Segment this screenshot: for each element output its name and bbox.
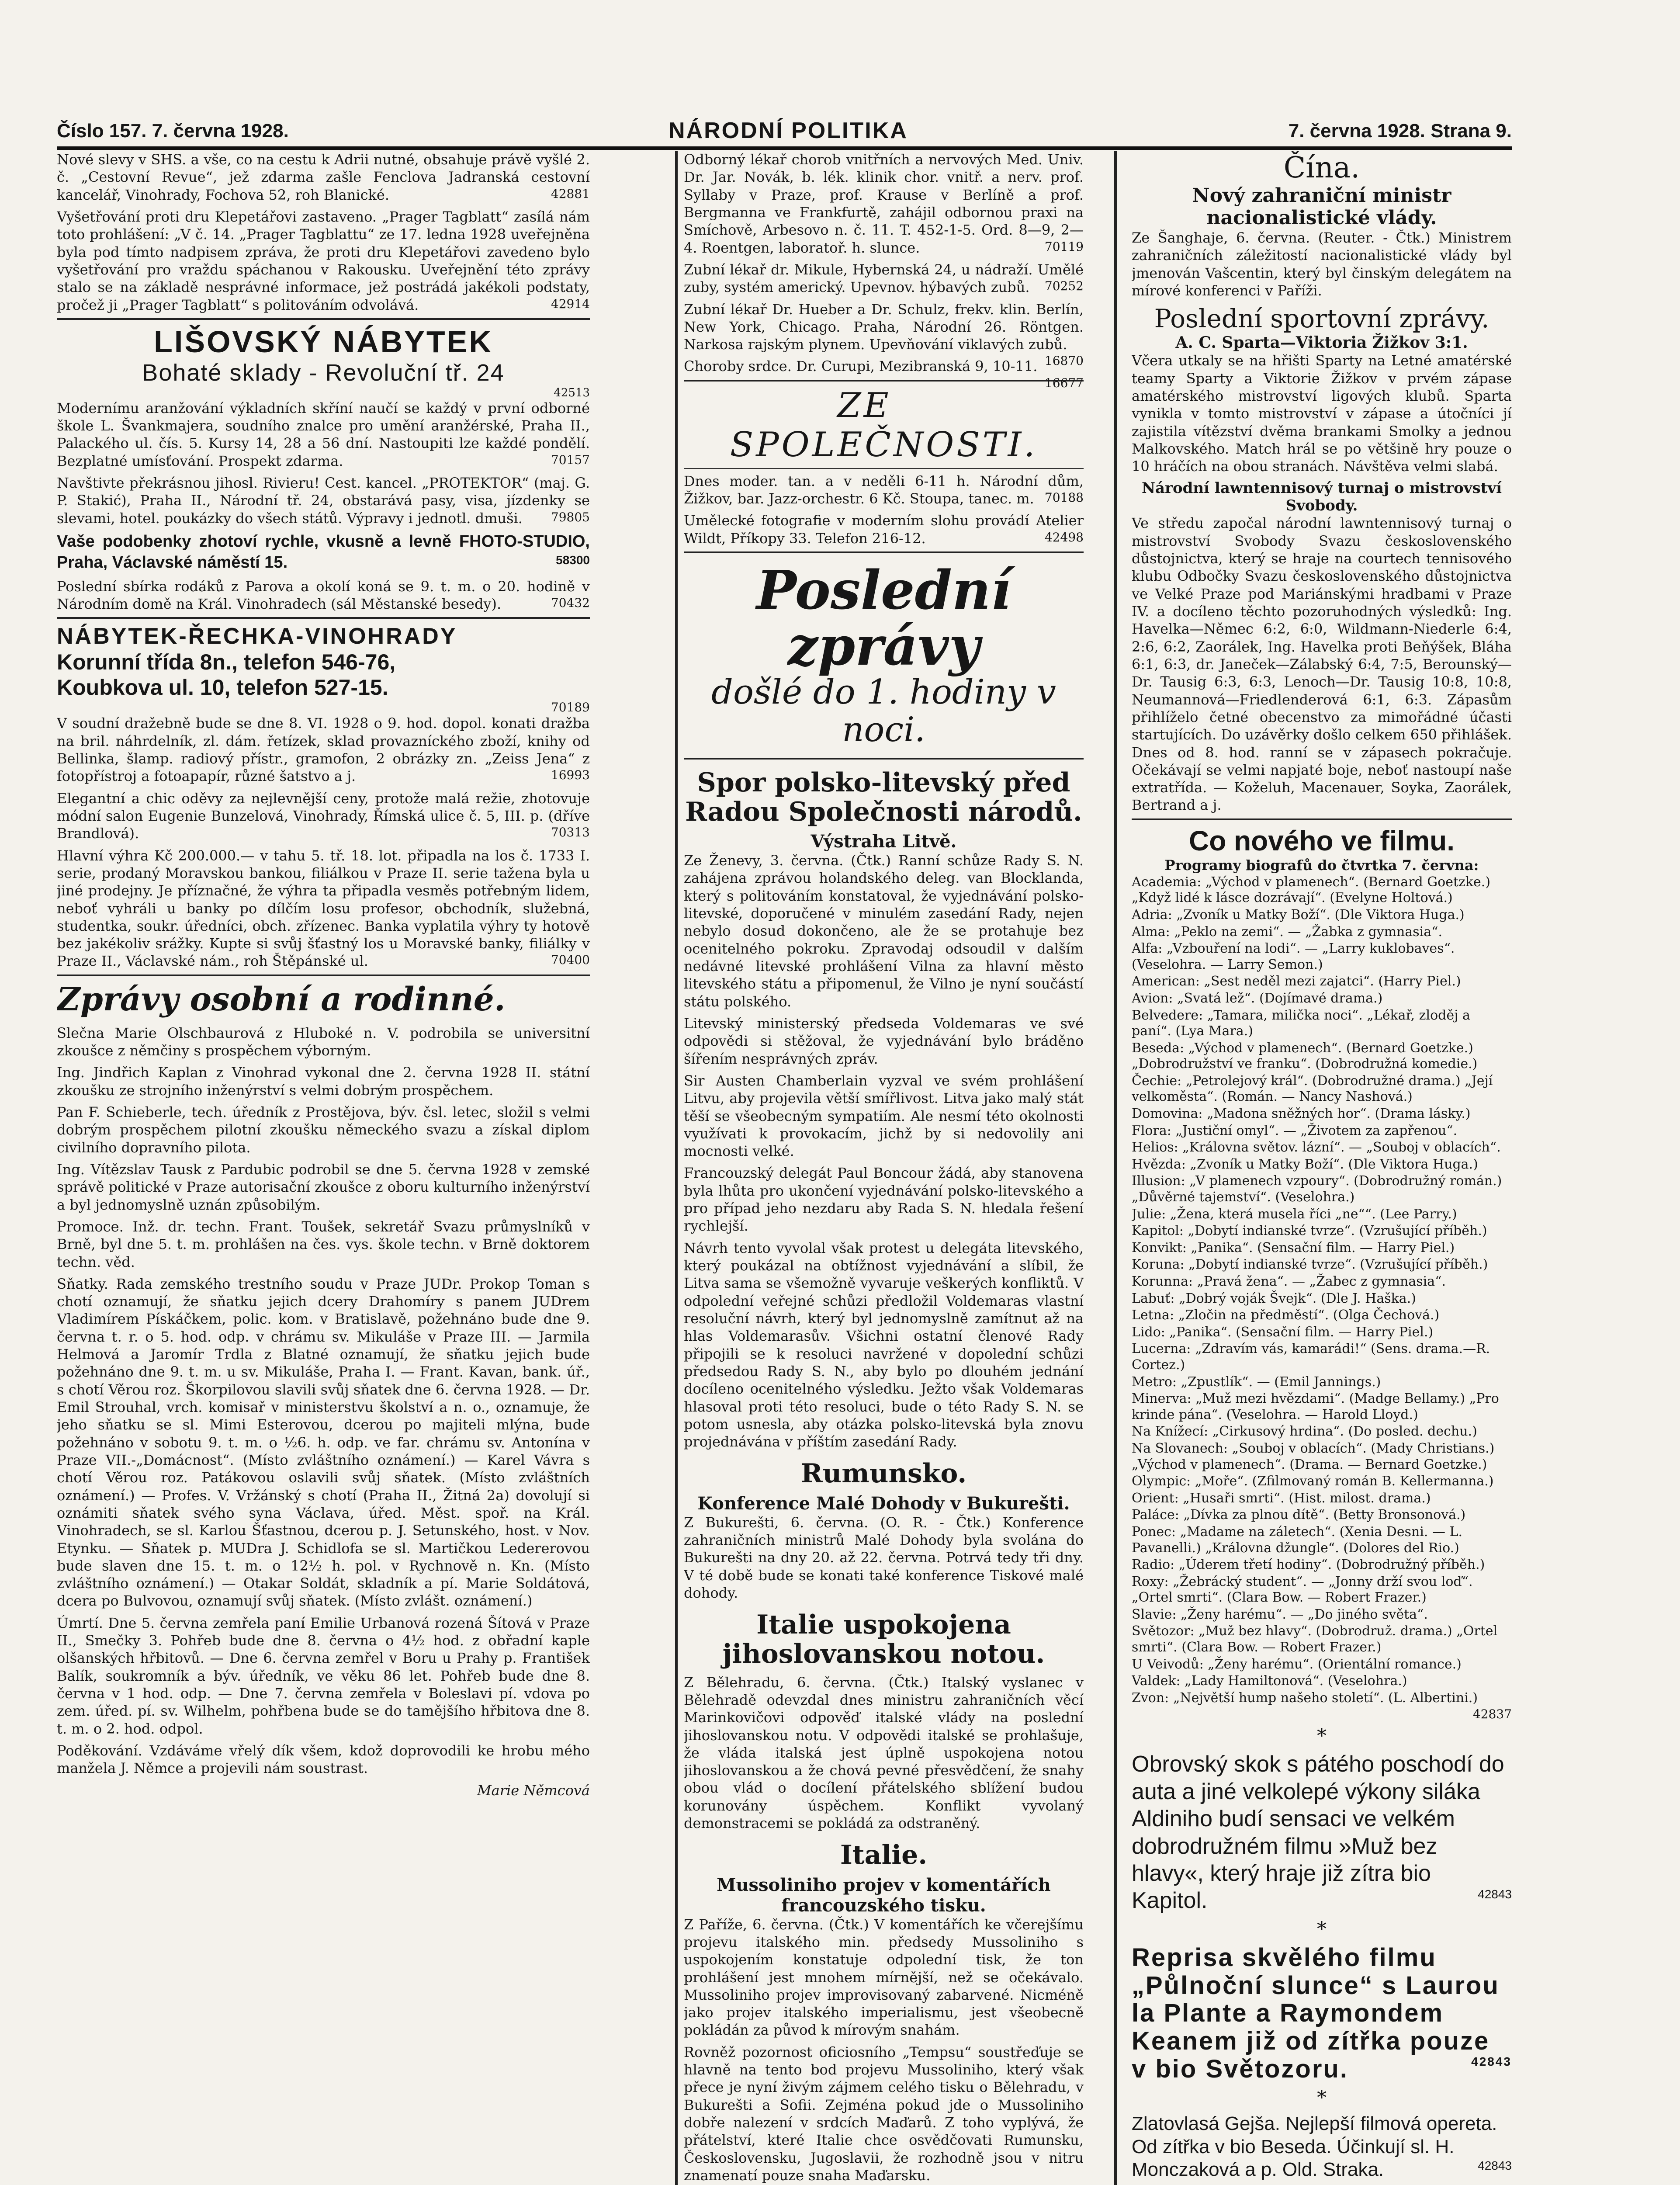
cinema-program-item: Avion: „Svatá lež“. (Dojímavé drama.) — [1132, 990, 1383, 1006]
column-divider — [675, 151, 678, 2185]
rechka-ad — [57, 623, 590, 714]
column-2 — [684, 151, 1084, 2185]
star-divider: * — [1317, 1725, 1327, 1748]
cinema-program-item: American: „Sest neděl mezi zajatci“. (Harry Piel.) — [1132, 974, 1461, 989]
ad-code: 42513 — [554, 386, 590, 399]
article-paragraph: Poděkování. Vzdáváme vřelý dík všem, kdož doprovodili ke hrobu mého manžela J. Němce a projevili nám soustrast. — [57, 1742, 590, 1777]
cinema-program-item: U Veivodů: „Ženy harému“. (Orientální romance.) — [1132, 1656, 1462, 1672]
article-paragraph: Úmrtí. Dne 5. června zemřela paní Emilie Urbanová rozená Šítová v Praze II., Smečky 3. Pohřeb bude dne 8. června o 4½ hod. z obřadní kaple olšanských hřbitovů. — Dne 6. června zemřel v Boru u Prahy p. František Balík, soukromník a býv. úředník, ve věku 86 let. Pohřeb bude dne 8. června v 1 hod. odp. — Dne 7. června zemřela v Boleslavi pí. vdova po zem. úřed. pí. sv. Wilhelm, pohřbena bude se do tamějšího hřbitova dne 8. t. m. o 2. hod. odpol. — [57, 1614, 590, 1737]
cinema-program-item: Alma: „Peklo na zemi“. — „Žabka z gymnasia“. — [1132, 924, 1443, 940]
cinema-program-list — [1132, 874, 1512, 1706]
cinema-program-item: Slavie: „Ženy harému“. — „Do jiného světa“. — [1132, 1606, 1428, 1622]
cinema-program-item: Světozor: „Muž bez hlavy“. (Dobrodruž. drama.) „Ortel smrti“. (Clara Bow. — Robert Frazer.) — [1132, 1623, 1498, 1655]
article-paragraph: Ing. Jindřich Kaplan z Vinohrad vykonal dne 2. června 1928 II. státní zkoušku ze strojního inženýrství s velmi dobrým prospěchem. — [57, 1064, 590, 1099]
issue-number: Číslo 157. 7. června 1928. — [57, 120, 289, 142]
article-paragraph: Ing. Vítězslav Tausk z Pardubic podrobil se dne 5. června 1928 v zemské správě politické v Praze autorisační zkoušce z oboru kulturního inženýrství a byl jednomyslně uznán způsobilým. — [57, 1161, 590, 1213]
ad-item — [684, 472, 1084, 508]
ad-item — [57, 151, 590, 204]
ad-text: Zubní lékař dr. Mikule, Hybernská 24, u nádraží. Umělé zuby, systém americký. Upevnov. hýbavých zubů. — [684, 261, 1084, 296]
ad-text: Elegantní a chic oděvy za nejlevnější ceny, protože malá režie, zhotovuje módní salon Eugenie Bunzelová, Vinohrady, Římská ulice č. 5, III. p. (dříve Brandlová). — [57, 790, 590, 842]
article-paragraph: Ze Ženevy, 3. června. (Čtk.) Ranní schůze Rady S. N. zahájena zprávou holandského deleg. van Blocklanda, který s politováním konstatoval, že vyjednávání polsko-litevské, doporučené v minulém zasedání Rady, nejen nebylo dosud dokončeno, ale že se protahuje bez ocenitelného pokroku. Zpravodaj odsoudil v dalším nedávné litevské prohlášení Vilna za hlavní město litevského státu a připomenul, že Vilno je nyní součástí státu polského. — [684, 852, 1084, 1010]
separator — [57, 318, 590, 320]
ad-item — [57, 714, 590, 785]
ad-text: Modernímu aranžování výkladních skříní naučí se každý v první odborné škole L. Švankmajera, soudního znalce pro umění aranžérské, Praha II., Palackého ul. čís. 5. Kursy 14, 28 a 56 dní. Nastoupiti lze každé pondělí. Bezplatné umísťování. Prospekt zdarma. — [57, 399, 590, 469]
ad-text: Zlatovlasá Gejša. Nejlepší filmová opereta. Od zítřka v bio Beseda. Účinkují sl. H. Monczaková a p. Old. Straka. — [1132, 2112, 1497, 2181]
ad-item — [684, 357, 1084, 390]
cinema-program-item: Domovina: „Madona sněžných hor“. (Drama lásky.) — [1132, 1106, 1471, 1122]
section-title: Co nového ve filmu. — [1188, 825, 1455, 857]
rechka-title: NÁBYTEK-ŘECHKA-VINOHRADY — [57, 624, 457, 649]
ad-item — [57, 790, 590, 843]
cinema-program-item: Beseda: „Východ v plamenech“. (Bernard Goetzke.) „Dobrodružství ve franku“. (Dobrodružná komedie.) — [1132, 1040, 1478, 1072]
cinema-program-item: Academia: „Východ v plamenech“. (Bernard Goetzke.) „Když lidé k lásce dozrávají“. (Evelyne Holtová.) — [1132, 874, 1491, 906]
ad-text: Zubní lékař Dr. Hueber a Dr. Schulz, frekv. klin. Berlín, New York, Chicago. Praha, Národní 26. Röntgen. Narkosa rajským plynem. Upevňování viklavých zubů. — [684, 301, 1084, 353]
cinema-ad — [1132, 2112, 1512, 2182]
cinema-program-item: Helios: „Královna světov. lázní“. — „Souboj v oblacích“. — [1132, 1140, 1501, 1155]
article-paragraph: Z Bělehradu, 6. června. (Čtk.) Italský vyslanec v Bělehradě odevzdal dnes ministru zahraničních věcí Marinkovičovi odpověď italské vlády na poslední jihoslovanskou notu. V odpovědi italské se prohlašuje, že vláda italská jest úplně uspokojena notou jihoslovanskou a že chová pevné přesvědčení, že snahy obou vlád o docílení přátelského sblížení budou korunovány úspěchem. Konflikt vyvolaný demonstracemi se pokládá za odstraněný. — [684, 1674, 1084, 1832]
cinema-program-item: Radio: „Úderem třetí hodiny“. (Dobrodružný příběh.) — [1132, 1557, 1485, 1573]
cinema-program-item: Minerva: „Muž mezi hvězdami“. (Madge Bellamy.) „Pro krinde pána“. (Veselohra. — Harold Lloyd.) — [1132, 1391, 1499, 1422]
section-title: ZE SPOLEČNOSTI. — [730, 385, 1038, 465]
article-paragraph: Návrh tento vyvolal však protest u delegáta litevského, který poukázal na obtížnost vyjednávání a slíbil, že Litva sama se všemožně vyvaruje veškerých konfliktů. V odpolední veřejné schůzi předložil Voldemaras vlastní resoluční návrh, který byl jednomyslně zamítnut až na hlas Voldemarasův. Všichni ostatní členové Rady připojili se k resoluci navržené v dopolední schůzi předsedou Rady S. N., aby bylo po dlouhém jednání docíleno ocenitelného výsledku. Ježto však Voldemaras hlasoval proti této resoluci, bude o této Rady S. N. se potom usnesla, aby otázka polsko-litevská byla znovu projednávána v příštím zasedání Rady. — [684, 1239, 1084, 1450]
ad-code: 42843 — [1478, 2159, 1512, 2173]
article-headline: Poslední sportovní zprávy. — [1154, 304, 1489, 334]
column-1 — [57, 151, 590, 2185]
article-subheadline: Konference Malé Dohody v Bukurešti. — [697, 1493, 1070, 1514]
ad-code: 16870 — [1044, 354, 1084, 368]
cinema-program-item: Letna: „Zločin na předměstí“. (Olga Čechová.) — [1132, 1308, 1440, 1323]
ad-text: V soudní dražebně bude se dne 8. VI. 1928 o 9. hod. dopol. konati dražba na bril. náhrdelník, zl. dám. řetízek, sklad provazníckého zboží, knihy od Bellinka, šlamp. radiový přístr., gramofon, 2 obrázky zn. „Zeiss Jena“ z fotopřístroj a fotoapapír, různé šatstvo a j. — [57, 715, 590, 785]
ad-text: Obrovský skok s pátého poschodí do auta a jiné velkolepé výkony siláka Aldiniho budí sensaci ve velkém dobrodružném filmu »Muž bez hlavy«, který hraje již zítra bio Kapitol. — [1132, 1751, 1504, 1914]
cinema-program-item: Paláce: „Dívka za plnou dítě“. (Betty Bronsonová.) — [1132, 1507, 1466, 1523]
ad-code: 42837 — [1472, 1707, 1512, 1722]
main-subheadline: došlé do 1. hodiny v noci. — [711, 673, 1056, 749]
article-headline: Rumunsko. — [800, 1458, 967, 1489]
article-paragraph: Ve středu započal národní lawntennisový turnaj o mistrovství Svobody Svazu československého důstojnictva, který se hraje na courtech tennisového klubu Odbočky Svazu československého důstojnictva ve Velké Praze pod Mariánskými hradbami v Praze IV. a docíleno těchto pozoruhodných výsledků: Ing. Havelka—Němec 6:2, 6:0, Wildmann-Niederle 6:4, 2:6, 6:2, Zaorálek, Ing. Havelka proti Beňýšek, Bláha 6:1, 6:3, dr. Janeček—Zálabský 6:4, 7:5, Berounský—Dr. Tausig 6:3, 6:3, Lenoch—Dr. Tausig 10:8, 10:8, Neumannová—Friedlenderová 6:1, 6:3. Zápasům přihlíželo četné obecenstvo za mimořádné účasti startujících. Do uzávěrky došlo celkem 650 přihlášek. Dnes od 8. hod. ranní se v zápasech pokračuje. Očekávají se velmi napjaté boje, neboť nastoupí naše extratřída. — Koželuh, Macenauer, Soyka, Zaorálek, Bertrand a j. — [1132, 515, 1512, 814]
separator — [684, 380, 1084, 382]
ad-text: Navštivte překrásnou jihosl. Rivieru! Cest. kancel. „PROTEKTOR“ (maj. G. P. Stakić), Praha II., Národní tř. 24, obstarává pasy, visa, jízdenky se slevami, hotel. poukázky do všech států. Výpravy i jednotl. dmuši. — [57, 475, 590, 527]
cinema-program-item: Konvikt: „Panika“. (Sensační film. — Harry Piel.) — [1132, 1240, 1455, 1256]
ad-item — [57, 474, 590, 527]
ad-code: 70119 — [1044, 239, 1084, 254]
cinema-ad — [1132, 1751, 1512, 1914]
article-subheadline: Mussoliniho projev v komentářích francouzského tisku. — [717, 1874, 1051, 1916]
ad-code: 42881 — [551, 186, 590, 201]
ad-code: 70189 — [551, 700, 590, 715]
lisovsky-ad — [57, 324, 590, 399]
separator — [684, 551, 1084, 553]
ad-text: Reprisa skvělého filmu „Půlnoční slunce“ s Laurou la Plante a Raymondem Keanem již od zítřka pouze v bio Světozoru. — [1132, 1943, 1500, 2083]
ad-code: 42843 — [1478, 1887, 1512, 1901]
ad-code: 42914 — [551, 296, 590, 311]
star-divider: * — [1317, 1918, 1327, 1940]
article-paragraph: Pan F. Schieberle, tech. úředník z Prostějova, býv. čsl. letec, složil s velmi dobrým prospěchem pilotní zkoušku německého svazu a získal diplom civilního dopravního pilota. — [57, 1104, 590, 1156]
cinema-program-item: Roxy: „Žebrácký student“. — „Jonny drží svou loď“. „Ortel smrti“. (Clara Bow. — Robert Frazer.) — [1132, 1574, 1473, 1606]
article-headline: Čína. — [1283, 151, 1360, 184]
cinema-program-item: Hvězda: „Zvoník u Matky Boží“. (Dle Viktora Huga.) — [1132, 1156, 1478, 1172]
cinema-ad — [1132, 1944, 1512, 2083]
ad-text: Vaše podobenky zhotoví rychle, vkusně a levně FHOTO-STUDIO, Praha, Václavské náměstí 15. — [57, 532, 590, 572]
ad-item — [57, 847, 590, 970]
ad-code: 70400 — [551, 953, 590, 968]
separator — [1132, 819, 1512, 820]
cinema-program-item: Belvedere: „Tamara, milička noci“. „Lékař, zloděj a paní“. (Lya Mara.) — [1132, 1007, 1470, 1039]
ad-code: 70188 — [1044, 490, 1084, 505]
section-title: Zprávy osobní a rodinné. — [57, 980, 506, 1018]
star-divider: * — [1317, 2086, 1327, 2109]
signature: Marie Němcová — [477, 1782, 590, 1799]
article-subheadline: Nový zahraniční ministr nacionalistické vlády. — [1192, 184, 1451, 229]
cinema-program-item: Alfa: „Vzbouření na lodi“. — „Larry kuklobaves“. (Veselohra. — Larry Semon.) — [1132, 941, 1455, 972]
ad-text: Poslední sbírka rodáků z Parova a okolí koná se 9. t. m. o 20. hodině v Národním domě na Král. Vinohradech (sál Městanské besedy). — [57, 578, 590, 613]
ad-text: Vyšetřování proti dru Klepetářovi zastaveno. „Prager Tagblatt“ zasílá nám toto prohlášení: „V č. 14. „Prager Tagblattu“ ze 17. ledna 1928 uveřejněna byla pod tímto nadpisem zpráva, že proti dru Klepetářovi zavedeno bylo vyšetřování pro vraždu spáchanou v Rakousku. Uveřejnění této zprávy stalo se na základě nesprávné informace, jež postrádá jakékoli podstaty, pročež ji „Prager Tagblatt“ s politováním odvolává. — [57, 208, 590, 313]
masthead: NÁRODNÍ POLITIKA — [669, 118, 908, 143]
ad-code: 79805 — [551, 510, 590, 524]
page-number: 7. června 1928. Strana 9. — [1288, 120, 1512, 142]
lisovsky-line: Bohaté sklady - Revoluční tř. 24 — [142, 359, 505, 386]
article-paragraph: Rovněž pozornost oficiosního „Tempsu“ soustřeďuje se hlavně na tento bod projevu Mussoliniho, který však přece je nyní živým zájmem celého tisku o Bělehradu, v Bukurešti a Sofii. Zejména pokud jde o Mussoliniho dobře nalezení v srdcích Maďarů. Z toho vyplývá, že přátelství, které Italie chce osvědčovati Rumunsku, Československu, Jugoslavii, že rozhodně jsou v nitru znamenatí pouze snaha Maďarsku. — [684, 2043, 1084, 2184]
cinema-program-item: Illusion: „V plamenech vzpoury“. (Dobrodružný román.) „Důvěrné tajemství“. (Veselohra.) — [1132, 1173, 1502, 1205]
ad-text: Choroby srdce. Dr. Curupi, Mezibranská 9, 10-11. — [684, 358, 1038, 375]
article-subheadline: Národní lawntennisový turnaj o mistrovství Svobody. — [1141, 479, 1502, 515]
ad-text: Hlavní výhra Kč 200.000.— v tahu 5. tř. 18. lot. připadla na los č. 1733 I. serie, prodaný Moravskou bankou, filiálkou v Praze II. serie tažena byla u jiné prodejny. Je příznačné, že výhra ta připadla vesměs potřebným lidem, neboť vyhráli u banky po dílčím losu profesor, obchodník, služebná, studentka, soukr. úředníci, obch. zřízenec. Banka vyplatila výhry ty hotově bez jakékoliv srážky. Kupte si svůj šťastný los u Moravské banky, filiálky v Praze II., Václavské nám., roh Štěpánské ul. — [57, 847, 590, 970]
cinema-program-item: Koruna: „Dobytí indianské tvrze“. (Vzrušující příběh.) — [1132, 1257, 1488, 1273]
separator — [57, 617, 590, 619]
cinema-program-item: Čechie: „Petrolejový král“. (Dobrodružné drama.) „Její velkoměsta“. (Román. — Nancy Nashová.) — [1132, 1073, 1493, 1105]
cinema-program-item: Olympic: „Moře“. (Zfilmovaný román B. Kellermanna.) — [1132, 1474, 1494, 1489]
cinema-program-item: Kapitol: „Dobytí indianské tvrze“. (Vzrušující příběh.) — [1132, 1223, 1487, 1239]
page-header — [57, 116, 1512, 146]
ad-text: Dnes moder. tan. a v neděli 6-11 h. Národní dům, Žižkov, bar. Jazz-orchestr. 6 Kč. Stoupa, tanec. m. — [684, 472, 1084, 507]
rechka-line: Korunní třída 8n., telefon 546-76, — [57, 650, 396, 675]
cinema-program-item: Na Slovanech: „Souboj v oblacích“. (Mady Christians.) „Východ v plamenech“. (Drama. — Bernard Goetzke.) — [1132, 1440, 1495, 1472]
article-paragraph: Sir Austen Chamberlain vyzval ve svém prohlášení Litvu, aby projevila větší smířlivost. Litva jako malý stát těší se všeobecným sympatiím. Ale nesmí této okolnosti využívati k provokacím, jichž by si nedovolily ani mocnosti velké. — [684, 1072, 1084, 1160]
ad-item — [57, 531, 590, 573]
cinema-program-item: Na Knížecí: „Cirkusový hrdina“. (Do posled. dechu.) — [1132, 1424, 1477, 1439]
article-paragraph: Ze Šanghaje, 6. června. (Reuter. - Čtk.) Ministrem zahraničních záležitostí nacionalistické vlády byl jmenován Vašcentin, který byl činským delegátem na mírové konferenci v Paříži. — [1132, 229, 1512, 299]
ad-code: 42498 — [1044, 530, 1084, 545]
article-headline: Italie uspokojena jihoslovanskou notou. — [722, 1609, 1045, 1670]
article-kicker: Výstraha Litvě. — [811, 831, 957, 852]
separator — [684, 758, 1084, 760]
ad-code: 70432 — [551, 596, 590, 610]
ad-item — [684, 151, 1084, 257]
main-headline: Poslední zprávy — [756, 558, 1011, 678]
ad-item — [57, 399, 590, 470]
section-subtitle: Programy biografů do čtvrtka 7. června: — [1164, 857, 1479, 874]
ad-code: 70252 — [1044, 279, 1084, 294]
ad-code: 70313 — [551, 825, 590, 840]
article-headline: Italie. — [840, 1840, 928, 1871]
article-paragraph: Sňatky. Rada zemského trestního soudu v Praze JUDr. Prokop Toman s chotí oznamují, že sňatku jejich dcery Drahomíry s panem JUDrem Vladimírem Pískáčkem, polic. kom. v Bratislavě, požehnáno bude dne 9. června t. r. o 5. hod. odp. v chrámu sv. Mikuláše v Praze III. — Jarmila Helmová a Jaromír Trdla z Blatné oznamují, že sňatku jejich bude požehnáno dne 9. t. m. u sv. Mikuláše, Praha I. — Frant. Kavan, bank. úř., s chotí Věrou roz. Škorpilovou slavili svůj sňatek dne 6. června 1928. — Dr. Emil Strouhal, vrch. komisař v ministerstvu školství a n. o., oznamuje, že jeho sňatku se sl. Mimi Esterovou, dcerou po majiteli mlýna, bude požehnáno v sobotu 9. t. m. o ½6. h. odp. ve far. chrámu sv. Antonína v Praze VII.-„Domácnost“. (Místo zvláštního oznámení.) — Karel Vávra s chotí Věrou roz. Patákovou oslavili svůj sňatek. (Místo zvláštních oznámení.) — Profes. V. Vržánský s chotí (Praha II., Žitná 2a) dovolují si oznámiti sňatek svého syna Václava, úřed. Měst. spoř. na Král. Vinohradech, se sl. Karlou Šťastnou, dcerou p. J. Setunského, host. v Nov. Etynku. — Sňatek p. MUDra J. Schidlofa se sl. Martičkou Ledererovou bude slaven dne 15. t. m. o 12½ h. pol. v Rychnově n. Kn. (Místo zvláštního oznámení.) — Otakar Soldát, skladník a pí. Marie Soldátová, dcera po Bulvovou, oznamují svůj sňatek. (Místo zvlášt. oznámení.) — [57, 1275, 590, 1609]
ad-code: 70157 — [551, 452, 590, 467]
cinema-program-item: Metro: „Zpustlík“. — (Emil Jannings.) — [1132, 1374, 1381, 1390]
cinema-program-item: Korunna: „Pravá žena“. — „Žabec z gymnasia“. — [1132, 1274, 1446, 1289]
cinema-program-item: Flora: „Justiční omyl“. — „Životem za zapřenou“. — [1132, 1123, 1458, 1138]
ad-item — [684, 261, 1084, 296]
article-headline: Spor polsko-litevský před Radou Společnosti národů. — [685, 767, 1082, 827]
lisovsky-title: LIŠOVSKÝ NÁBYTEK — [154, 324, 493, 359]
column-divider — [1114, 151, 1117, 2185]
ad-code: 58300 — [556, 553, 590, 567]
ad-text: Odborný lékař chorob vnitřních a nervových Med. Univ. Dr. Jar. Novák, b. lék. klinik chor. vnitř. a nerv. prof. Syllaby v Praze, prof. Krause v Berlíně a prof. Bergmanna ve Frankfurtě, zahájil odbornou praxi na Smíchově, Arbesovo n. č. 11. T. 452-1-5. Ord. 8—9, 2—4. Roentgen, laboratoř. h. slunce. — [684, 151, 1084, 256]
cinema-program-item: Adria: „Zvoník u Matky Boží“. (Dle Viktora Huga.) — [1132, 907, 1465, 923]
article-paragraph: Francouzský delegát Paul Boncour žádá, aby stanovena byla lhůta pro ukončení vyjednávání polsko-litevského a pro případ jeho nezdaru aby Rada S. N. hledala řešení rychlejší. — [684, 1165, 1084, 1235]
cinema-program-item: Lucerna: „Zdravím vás, kamarádi!“ (Sens. drama.—R. Cortez.) — [1132, 1341, 1490, 1373]
article-paragraph: Z Paříže, 6. června. (Čtk.) V komentářích ke včerejšímu projevu italského min. předsedy Mussoliniho s uspokojením konstatuje odpolední tisk, že ton prohlášení jest mnohem mírnější, než se očekávalo. Mussoliniho projev improvisovaný zabarvené. Nicméně jako projev italského imperialismu, jest všeobecně pokládán za původ k mírovým snahám. — [684, 1916, 1084, 2039]
article-paragraph: Litevský ministerský předseda Voldemaras ve své odpovědi si stěžoval, že vyjednávání bylo bráděno šířením nesprávných zpráv. — [684, 1015, 1084, 1067]
rechka-line: Koubkova ul. 10, telefon 527-15. — [57, 675, 388, 700]
ad-code: 42843 — [1471, 2054, 1512, 2068]
article-paragraph: Promoce. Inž. dr. techn. Frant. Toušek, sekretář Svazu průmyslníků v Brně, byl dne 5. t. m. prohlášen na čes. vys. škole techn. v Brně doktorem techn. věd. — [57, 1218, 590, 1270]
ad-text: Umělecké fotografie v moderním slohu provádí Atelier Wildt, Příkopy 33. Telefon 216-12. — [684, 512, 1084, 547]
cinema-program-item: Zvon: „Největší hump našeho století“. (L. Albertini.) — [1132, 1690, 1478, 1706]
article-paragraph: Slečna Marie Olschbaurová z Hluboké n. V. podrobila se universitní zkoušce z němčiny s prospěchem výborným. — [57, 1024, 590, 1059]
cinema-program-item: Orient: „Husaři smrti“. (Hist. milost. drama.) — [1132, 1490, 1431, 1506]
header-rule — [57, 146, 1512, 150]
cinema-program-item: Ponec: „Madame na záletech“. (Xenia Desni. — L. Pavanelli.) „Královna džungle“. (Dolores del Rio.) — [1132, 1524, 1462, 1556]
ad-item — [684, 512, 1084, 547]
ad-item — [57, 578, 590, 613]
ad-item — [57, 208, 590, 314]
column-3 — [1132, 151, 1512, 2185]
cinema-program-item: Labuť: „Dobrý voják Švejk“. (Dle J. Haška.) — [1132, 1290, 1416, 1306]
separator — [57, 975, 590, 976]
match-result: A. C. Sparta—Viktoria Žižkov 3:1. — [1175, 333, 1468, 352]
ad-code: 16677 — [1044, 375, 1084, 390]
article-paragraph: Včera utkaly se na hřišti Sparty na Letné amatérské teamy Sparty a Viktorie Žižkov v prvém zápase amatérského mistrovství ligových klubů. Sparta vynikla v tomto mistrovství v zápase a útočníci jí zajistila vítězství dvěma brankami Smolky a jednou Malkovského. Match hrál se po většině hry pouze o 10 hráčích na obou stranách. Návštěva velmi slabá. — [1132, 352, 1512, 475]
separator — [684, 468, 1084, 469]
cinema-program-item: Lido: „Panika“. (Sensační film. — Harry Piel.) — [1132, 1324, 1434, 1340]
ad-text: Nové slevy v SHS. a vše, co na cestu k Adrii nutné, obsahuje právě vyšlé 2. č. „Cestovní Revue“, jež zdarma zašle Fenclova Jadranská cestovní kancelář, Vinohrady, Fochova 52, roh Blanické. — [57, 151, 590, 203]
article-paragraph: Z Bukurešti, 6. června. (O. R. - Čtk.) Konference zahraničních ministrů Malé Dohody byla svolána do Bukurešti na dny 20. až 22. června. Potrvá tedy tři dny. V té době bude se konati také konference Tiskové malé dohody. — [684, 1514, 1084, 1601]
cinema-program-item: Julie: „Žena, která musela říci „ne““. (Lee Parry.) — [1132, 1206, 1457, 1222]
ad-code: 16993 — [551, 768, 590, 783]
cinema-program-item: Valdek: „Lady Hamiltonová“. (Veselohra.) — [1132, 1673, 1407, 1689]
